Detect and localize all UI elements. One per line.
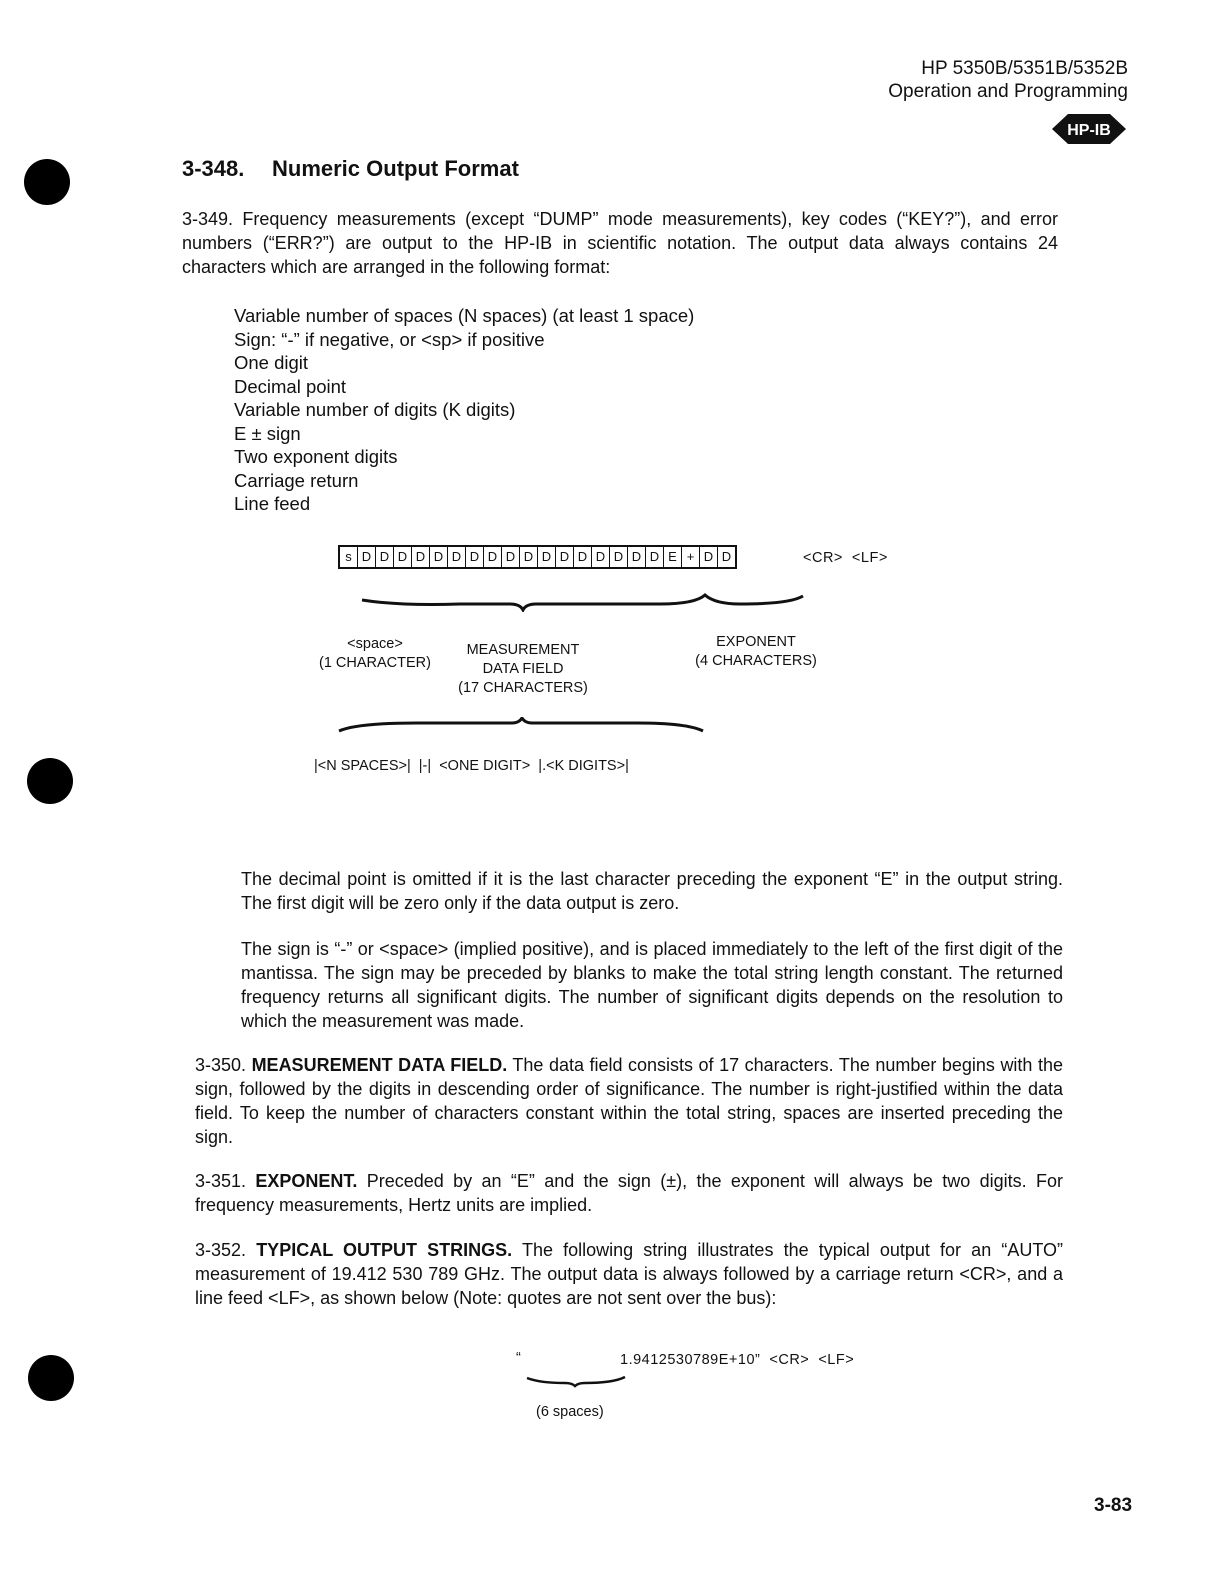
char-box: D xyxy=(430,547,448,567)
spaces-brace xyxy=(525,1374,627,1388)
paragraph-heading: MEASUREMENT DATA FIELD. xyxy=(251,1055,508,1075)
char-box: D xyxy=(412,547,430,567)
punch-hole-bottom xyxy=(28,1355,74,1401)
page-number: 3-83 xyxy=(1094,1495,1133,1516)
paragraph-3-351 xyxy=(195,1169,1063,1217)
char-box: D xyxy=(502,547,520,567)
list-item: Two exponent digits xyxy=(234,446,398,467)
char-box: D xyxy=(484,547,502,567)
char-box: D xyxy=(466,547,484,567)
section-heading: Numeric Output Format xyxy=(272,156,519,181)
char-box: D xyxy=(646,547,664,567)
list-item: Variable number of spaces (N spaces) (at least 1 space) xyxy=(234,305,695,326)
paragraph-3-349: 3-349. Frequency measurements (except “DUMP” mode measurements), key codes (“KEY?”), and error numbers (“ERR?”) are output to the HP-IB in scientific notation. The output data always contains 24 characters which are arranged in the following format: xyxy=(182,209,1058,277)
format-list xyxy=(234,304,694,516)
hp-ib-logo xyxy=(1052,110,1126,153)
punch-hole-top xyxy=(24,159,70,205)
section-number: 3-348. xyxy=(182,156,245,181)
paragraph-number: 3-350. xyxy=(195,1055,247,1075)
paragraph-text: The data field consists of 17 characters. The number begins with the sign, followed by the digits in descending order of significance. The number is right-justified within the data field. To keep the number of characters constant within the total string, spaces are inserted preceding the sign. xyxy=(195,1055,1063,1147)
char-box: D xyxy=(592,547,610,567)
list-item: Carriage return xyxy=(234,469,359,491)
paragraph-heading: TYPICAL OUTPUT STRINGS. xyxy=(256,1240,513,1260)
char-box: D xyxy=(376,547,394,567)
char-box: D xyxy=(628,547,646,567)
char-box: E xyxy=(664,547,682,567)
paragraph-heading: EXPONENT. xyxy=(255,1171,358,1191)
header-section: Operation and Programming xyxy=(888,81,1128,102)
measurement-count: (17 CHARACTERS) xyxy=(458,680,588,696)
char-box: D xyxy=(538,547,556,567)
note-decimal-point: The decimal point is omitted if it is the last character preceding the exponent “E” in the output string. The first digit will be zero only if the data output is zero. xyxy=(241,869,1063,913)
paragraph-text: Preceded by an “E” and the sign (±), the exponent will always be two digits. For frequency measurements, Hertz units are implied. xyxy=(195,1171,1063,1215)
list-item: Variable number of digits (K digits) xyxy=(234,399,516,420)
char-box: D xyxy=(700,547,718,567)
example-open-quote: “ xyxy=(516,1350,521,1366)
char-box: D xyxy=(448,547,466,567)
lower-brace xyxy=(337,717,705,735)
spaces-label: (6 spaces) xyxy=(536,1404,604,1420)
list-item: Decimal point xyxy=(234,375,347,397)
measurement-field-label xyxy=(433,641,613,698)
char-box: D xyxy=(394,547,412,567)
char-box: D xyxy=(610,547,628,567)
char-box: D xyxy=(574,547,592,567)
list-item: E ± sign xyxy=(234,422,301,444)
field-breakdown: |<N SPACES>| |-| <ONE DIGIT> |.<K DIGITS>| xyxy=(314,758,629,774)
paragraph-3-350 xyxy=(195,1053,1063,1149)
example-output-string: 1.9412530789E+10” <CR> <LF> xyxy=(620,1352,855,1368)
exponent-label: EXPONENT xyxy=(716,634,796,650)
note-sign: The sign is “-” or <space> (implied positive), and is placed immediately to the left of the first digit of the mantissa. The sign may be preceded by blanks to make the total string length constant. The returned frequency returns all significant digits. The number of significant digits depends on the resolution to which the measurement was made. xyxy=(241,939,1063,1031)
header-model: HP 5350B/5351B/5352B xyxy=(921,58,1128,79)
paragraph-text: The following string illustrates the typical output for an “AUTO” measurement of 19.412 530 789 GHz. The output data is always followed by a carriage return <CR>, and a line feed <LF>, as shown below (Note: quotes are not sent over the bus): xyxy=(195,1240,1063,1308)
measurement-label-line1: MEASUREMENT xyxy=(466,642,580,658)
exponent-field-label xyxy=(666,633,846,671)
char-box: D xyxy=(556,547,574,567)
paragraph-number: 3-351. xyxy=(195,1171,247,1191)
char-box: D xyxy=(721,549,732,564)
list-item: One digit xyxy=(234,352,309,373)
terminator-label: <CR> <LF> xyxy=(803,550,888,566)
measurement-label-line2: DATA FIELD xyxy=(482,661,564,677)
char-box: + xyxy=(682,547,700,567)
section-title xyxy=(182,156,519,182)
char-box: s xyxy=(340,547,358,567)
logo-text: HP-IB xyxy=(1067,122,1111,139)
space-count: (1 CHARACTER) xyxy=(319,655,431,671)
upper-braces xyxy=(360,592,805,612)
char-box: D xyxy=(520,547,538,567)
space-label: <space> xyxy=(347,636,403,652)
character-boxes xyxy=(338,545,737,569)
list-item: Line feed xyxy=(234,493,311,514)
char-box: D xyxy=(358,547,376,567)
paragraph-3-352 xyxy=(195,1238,1063,1310)
punch-hole-middle xyxy=(27,758,73,804)
paragraph-number: 3-352. xyxy=(195,1240,247,1260)
list-item: Sign: “-” if negative, or <sp> if positive xyxy=(234,328,545,350)
exponent-count: (4 CHARACTERS) xyxy=(695,653,817,669)
